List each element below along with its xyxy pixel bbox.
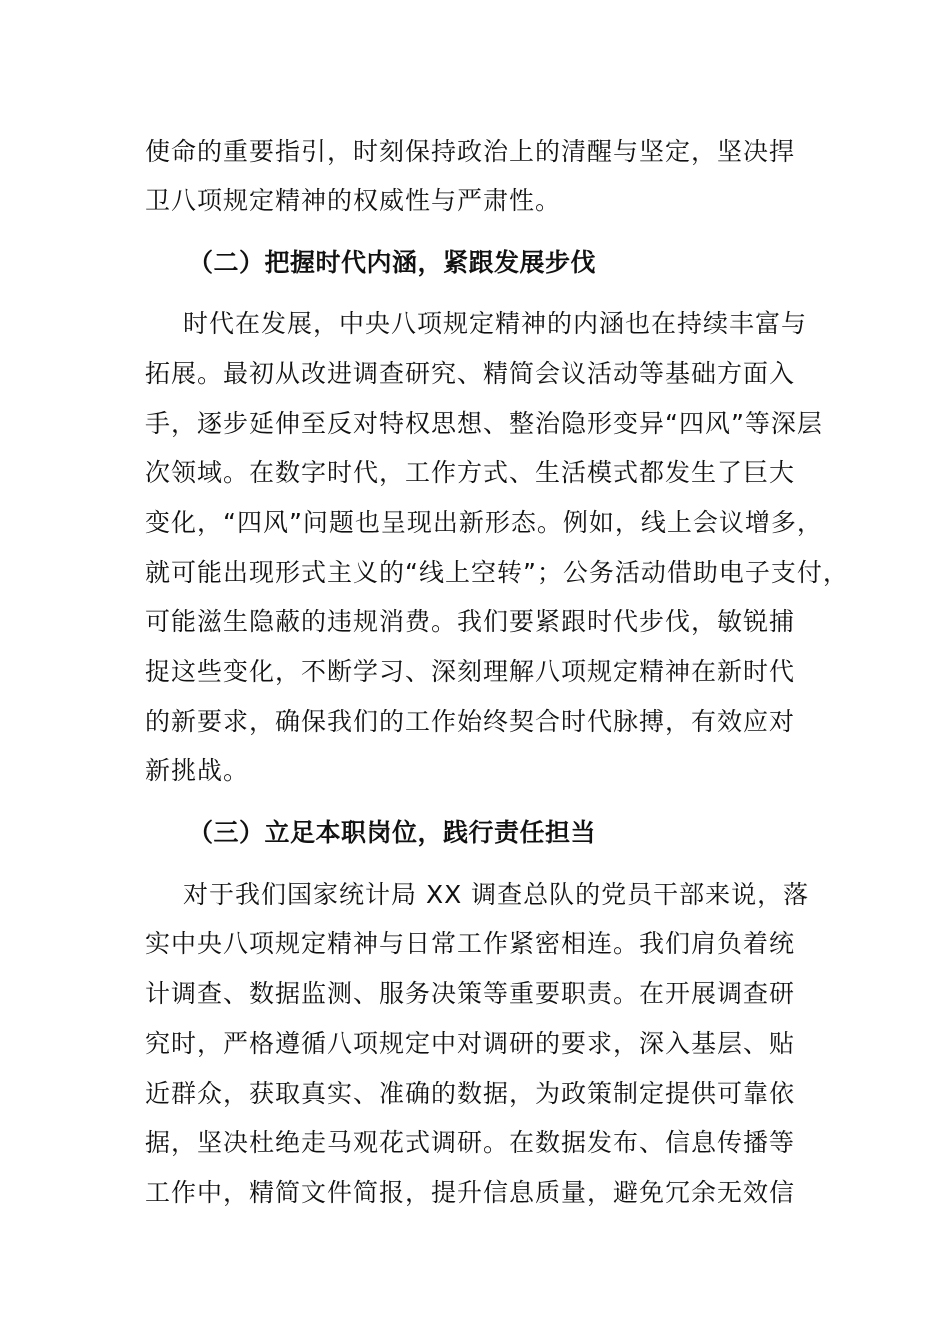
- paragraph-line: 实中央八项规定精神与日常工作紧密相连。我们肩负着统: [145, 929, 796, 958]
- paragraph-line: 拓展。最初从改进调查研究、精简会议活动等基础方面入: [145, 359, 796, 388]
- paragraph-line: 据，坚决杜绝走马观花式调研。在数据发布、信息传播等: [145, 1128, 796, 1157]
- paragraph-line: 捉这些变化，不断学习、深刻理解八项规定精神在新时代: [145, 657, 796, 686]
- paragraph-line: 使命的重要指引，时刻保持政治上的清醒与坚定，坚决捍: [145, 137, 796, 166]
- paragraph-line: 计调查、数据监测、服务决策等重要职责。在开展调查研: [145, 979, 796, 1008]
- paragraph-line: 次领域。在数字时代，工作方式、生活模式都发生了巨大: [145, 458, 796, 487]
- paragraph-line: 手，逐步延伸至反对特权思想、整治隐形变异“四风”等深层: [145, 409, 823, 438]
- paragraph-line: 可能滋生隐蔽的违规消费。我们要紧跟时代步伐，敏锐捕: [145, 607, 796, 636]
- paragraph-line: 对于我们国家统计局 XX 调查总队的党员干部来说，落: [183, 880, 810, 909]
- paragraph-line: 时代在发展，中央八项规定精神的内涵也在持续丰富与: [183, 309, 808, 338]
- section-heading-3: （三）立足本职岗位，践行责任担当: [188, 818, 597, 847]
- section-heading-2: （二）把握时代内涵，紧跟发展步伐: [188, 248, 597, 277]
- paragraph-line: 卫八项规定精神的权威性与严肃性。: [145, 186, 562, 215]
- paragraph-line: 新挑战。: [145, 756, 250, 785]
- paragraph-line: 工作中，精简文件简报，提升信息质量，避免冗余无效信: [145, 1178, 796, 1207]
- paragraph-line: 近群众，获取真实、准确的数据，为政策制定提供可靠依: [145, 1079, 796, 1108]
- paragraph-line: 就可能出现形式主义的“线上空转”；公务活动借助电子支付，: [145, 558, 849, 587]
- paragraph-line: 变化，“四风”问题也呈现出新形态。例如，线上会议增多，: [145, 508, 823, 537]
- paragraph-line: 究时，严格遵循八项规定中对调研的要求，深入基层、贴: [145, 1029, 796, 1058]
- paragraph-line: 的新要求，确保我们的工作始终契合时代脉搏，有效应对: [145, 707, 796, 736]
